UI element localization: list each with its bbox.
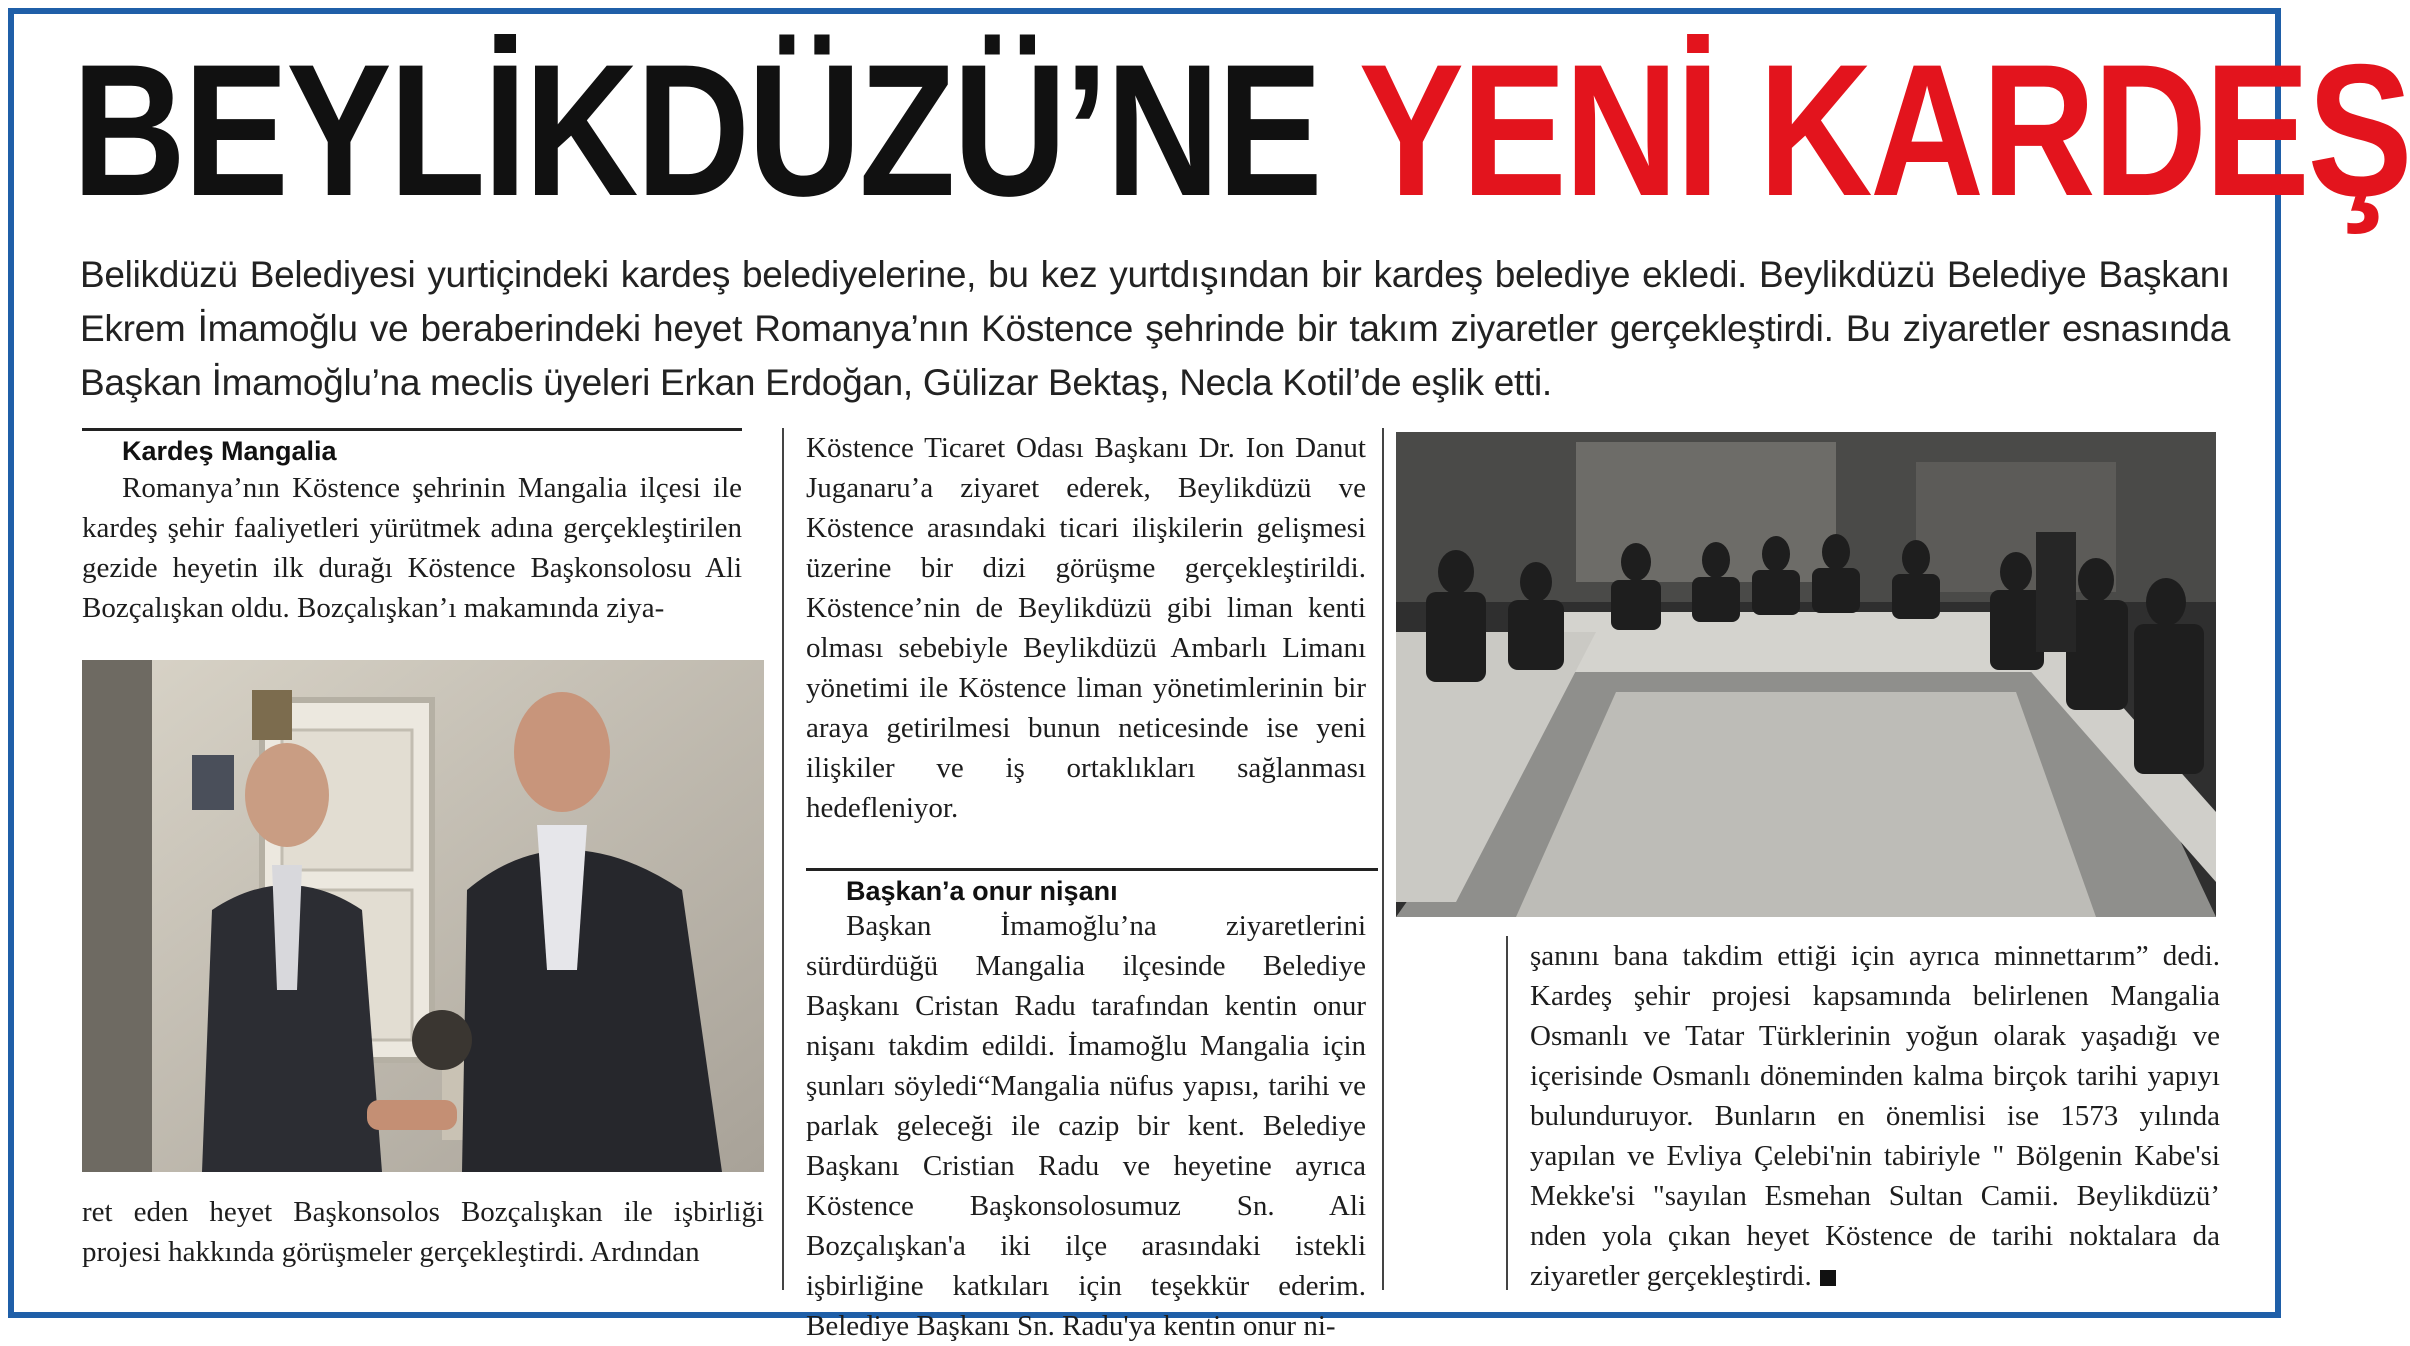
headline-part-1: BEYLİKDÜZÜ’NE bbox=[72, 25, 1359, 235]
paragraph-text: şanını bana takdim ettiği için ayrıca minnettarım” dedi. Kardeş şehir projesi kapsamında belirlenen Mangalia Osmanlı ve Tatar Türklerinin yoğun olarak yaşadığı ve içerisinde Osmanlı döneminden kalma birçok tarihi yapıyı bulunduruyor. Bunların en önemlisi ise 1573 yılında yapılan ve Evliya Çelebi'nin tabiriyle " Bölgenin Kabe'si Mekke'si "sayılan Esmehan Sultan Camii. Beylikdüzü’ nden yola çıkan heyet Köstence de tarihi noktalara da ziyaretler gerçekleştirdi. bbox=[1530, 940, 2220, 1292]
paragraph bbox=[1530, 936, 2220, 1296]
column-3-text bbox=[1530, 936, 2220, 1296]
column-divider bbox=[1506, 936, 1508, 1290]
subhead-kardes-mangalia: Kardeş Mangalia bbox=[82, 428, 742, 469]
meeting-photo bbox=[1396, 432, 2216, 917]
column-divider bbox=[1382, 428, 1384, 1290]
headline-part-2: YENİ KARDEŞ bbox=[1358, 25, 2410, 235]
lead-paragraph: Belikdüzü Belediyesi yurtiçindeki kardeş belediyelerine, bu kez yurtdışından bir kardeş belediye ekledi. Beylikdüzü Belediye Başkanı Ekrem İmamoğlu ve beraberindeki heyet Romanya’nın Köstence şehrinde bir takım ziyaretler gerçekleştirdi. Bu ziyaretler esnasında Başkan İmamoğlu’na meclis üyeleri Erkan Erdoğan, Gülizar Bektaş, Necla Kotil’de eşlik etti. bbox=[80, 254, 2230, 403]
paragraph: Başkan İmamoğlu’na ziyaretlerini sürdürdüğü Mangalia ilçesinde Belediye Başkanı Cristan Radu tarafından kentin onur nişanı takdim edildi. İmamoğlu Mangalia için şunları söyledi“Mangalia nüfus yapısı, tarihi ve parlak geleceği ile cazip bir kent. Belediye Başkanı Cristian Radu ve heyetine ayrıca Köstence Başkonsolosumuz Sn. Ali Bozçalışkan'a iki ilçe arasındaki istekli işbirliğine katkıları için teşekkür ederim. Belediye Başkanı Sn. Radu'ya kentin onur ni- bbox=[806, 910, 1366, 1342]
meeting-photo-image bbox=[1396, 432, 2216, 917]
subhead-onur-nisani: Başkan’a onur nişanı bbox=[806, 868, 1378, 909]
handshake-photo-image bbox=[82, 660, 764, 1172]
paragraph: Köstence Ticaret Odası Başkanı Dr. Ion Danut Juganaru’a ziyaret ederek, Beylikdüzü ve Köstence arasındaki ticari ilişkilerin gelişmesi üzerine bir dizi görüşme gerçekleştirildi. Köstence’nin de Beylikdüzü gibi liman kenti olması sebebiyle Beylikdüzü Ambarlı Limanı yönetimi ile Köstence liman yönetimlerinin bir araya getirilmesi bunun neticesinde ise yeni ilişkiler ve iş ortaklıkları sağlanması hedefleniyor. bbox=[806, 432, 1366, 824]
column-1-top-text bbox=[82, 468, 742, 628]
column-1-bottom-text bbox=[82, 1192, 764, 1272]
column-2-top-text bbox=[806, 428, 1366, 828]
headline bbox=[72, 25, 2410, 235]
column-2-bottom-text bbox=[806, 906, 1366, 1346]
column-divider bbox=[782, 428, 784, 1290]
handshake-photo bbox=[82, 660, 764, 1172]
paragraph: Romanya’nın Köstence şehrinin Mangalia ilçesi ile kardeş şehir faaliyetleri yürütmek adına gerçekleştirilen gezide heyetin ilk durağı Köstence Başkonsolosu Ali Bozçalışkan oldu. Bozçalışkan’ı makamında ziya- bbox=[82, 472, 742, 624]
end-mark-icon bbox=[1820, 1270, 1836, 1286]
paragraph: ret eden heyet Başkonsolos Bozçalışkan ile işbirliği projesi hakkında görüşmeler gerçekleştirdi. Ardından bbox=[82, 1196, 764, 1268]
